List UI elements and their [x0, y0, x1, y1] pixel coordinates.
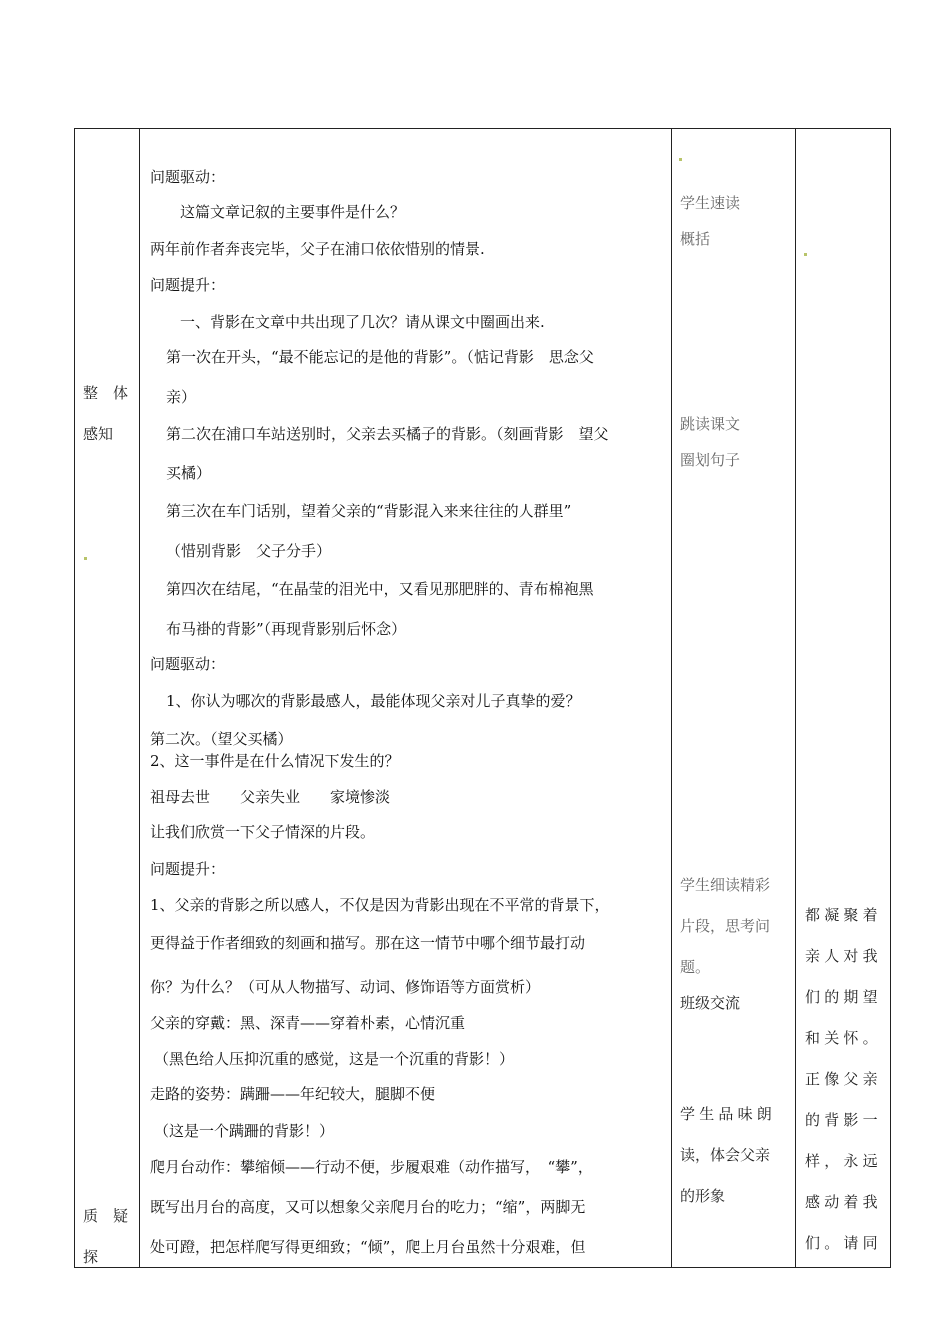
activity-text: 学生细读精彩 [680, 876, 771, 894]
intent-text: 和关怀。 [805, 1029, 882, 1047]
text-line: 1、你认为哪次的背影最感人，最能体现父亲对儿子真挚的爱？ [166, 692, 581, 710]
text-line: 2、这一事件是在什么情况下发生的？ [150, 752, 400, 770]
decorative-dot [679, 158, 682, 161]
text-line: 问题提升： [150, 276, 226, 294]
activity-text: 班级交流 [680, 994, 741, 1012]
text-line: （惜别背影 父子分手） [166, 542, 332, 560]
lesson-table [74, 128, 891, 1268]
activity-text: 学生品味朗 [680, 1105, 777, 1123]
text-line: 1、父亲的背影之所以感人，不仅是因为背影出现在不平常的背景下， [150, 896, 610, 914]
section-label: 整 体 [83, 384, 129, 402]
text-line: 走路的姿势：蹒跚——年纪较大，腿脚不便 [150, 1085, 436, 1103]
text-line: 这篇文章记叙的主要事件是什么？ [180, 203, 406, 221]
text-line: 更得益于作者细致的刻画和描写。那在这一情节中哪个细节最打动 [150, 934, 586, 952]
activity-text: 题。 [680, 958, 711, 976]
text-line: 第二次在浦口车站送别时，父亲去买橘子的背影。（刻画背影 望父 [166, 425, 609, 443]
text-line: 第三次在车门话别，望着父亲的“背影混入来来往往的人群里” [166, 502, 572, 520]
text-line: 让我们欣赏一下父子情深的片段。 [150, 823, 376, 841]
activity-column [672, 129, 795, 1267]
text-line: 父亲的穿戴：黑、深青——穿着朴素，心情沉重 [150, 1014, 466, 1032]
text-line: 两年前作者奔丧完毕，父子在浦口依依惜别的情景. [150, 240, 485, 258]
text-line: 问题驱动： [150, 655, 226, 673]
activity-text: 跳读课文 [680, 415, 741, 433]
activity-text: 圈划句子 [680, 451, 741, 469]
text-line: 买橘） [166, 464, 212, 482]
text-line: 一、背影在文章中共出现了几次？请从课文中圈画出来. [180, 313, 545, 331]
intent-text: 的背影一 [805, 1111, 882, 1129]
text-line: （这是一个蹒跚的背影！） [154, 1122, 335, 1140]
text-line: （黑色给人压抑沉重的感觉，这是一个沉重的背影！） [154, 1050, 515, 1068]
activity-text: 概括 [680, 230, 711, 248]
text-line: 第二次。（望父买橘） [150, 730, 293, 748]
text-line: 问题驱动： [150, 168, 226, 186]
text-line: 爬月台动作：攀缩倾——行动不便，步履艰难（动作描写， “攀”， [150, 1158, 593, 1176]
intent-text: 们的期望 [805, 988, 882, 1006]
intent-text: 都凝聚着 [805, 906, 882, 924]
text-line: 既写出月台的高度，又可以想象父亲爬月台的吃力；“缩”，两脚无 [150, 1198, 586, 1216]
text-line: 亲） [166, 388, 197, 406]
section-label: 质 疑 [83, 1207, 129, 1225]
section-label-column [75, 129, 139, 1267]
decorative-dot [804, 253, 807, 256]
activity-text: 学生速读 [680, 194, 741, 212]
section-label: 探 [83, 1248, 99, 1266]
text-line: 问题提升： [150, 860, 226, 878]
intent-text: 样，永远 [805, 1152, 882, 1170]
text-line: 祖母去世 父亲失业 家境惨淡 [150, 788, 391, 806]
text-line: 第四次在结尾，“在晶莹的泪光中，又看见那肥胖的、青布棉袍黑 [166, 580, 594, 598]
decorative-dot [84, 557, 87, 560]
text-line: 第一次在开头，“最不能忘记的是他的背影”。（惦记背影 思念父 [166, 348, 594, 366]
text-line: 你？为什么？（可从人物描写、动词、修饰语等方面赏析） [150, 978, 541, 996]
text-line: 处可蹬，把怎样爬写得更细致；“倾”，爬上月台虽然十分艰难，但 [150, 1238, 586, 1256]
activity-text: 读，体会父亲 [680, 1146, 771, 1164]
intent-text: 们。请同 [805, 1234, 882, 1252]
intent-text: 亲人对我 [805, 947, 882, 965]
content-column [140, 129, 671, 1267]
section-label: 感知 [83, 425, 114, 443]
intent-text: 正像父亲 [805, 1070, 882, 1088]
activity-text: 的形象 [680, 1187, 726, 1205]
intent-column [796, 129, 892, 1267]
intent-text: 感动着我 [805, 1193, 882, 1211]
activity-text: 片段，思考问 [680, 917, 771, 935]
text-line: 布马褂的背影”（再现背影别后怀念） [166, 620, 407, 638]
